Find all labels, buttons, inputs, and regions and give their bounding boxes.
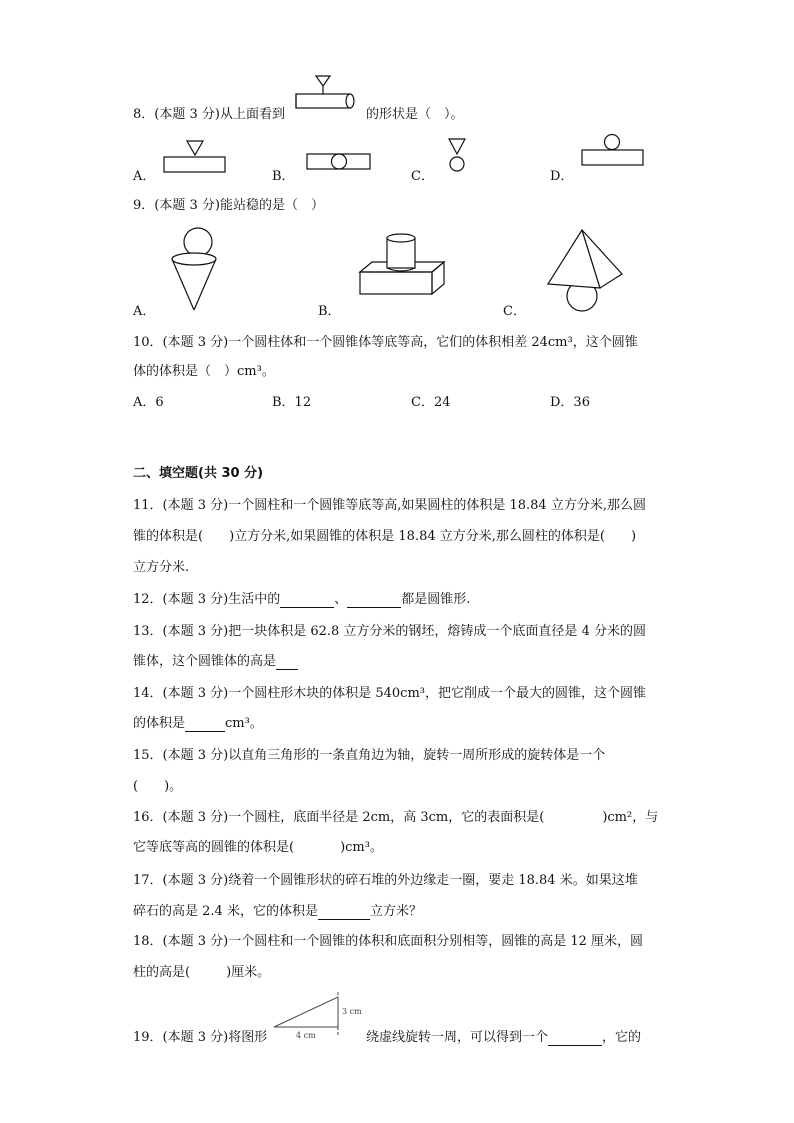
q8-stem: 8．(本题 3 分)从上面看到 <box>133 107 285 122</box>
q16-blank-1[interactable] <box>544 810 602 825</box>
q18-blank[interactable] <box>190 965 226 980</box>
cylinder-with-cone-figure <box>292 74 358 116</box>
q13-blank[interactable] <box>276 654 298 670</box>
q13-text: 锥体，这个圆锥体的高是 <box>133 654 277 669</box>
q19-text-c: ，它的 <box>602 1030 642 1045</box>
q16-text-b: )cm²，与 <box>602 810 659 825</box>
q10-option-c[interactable]: C．24 <box>411 395 451 410</box>
q19-rest <box>366 1026 641 1046</box>
q12-blank-2[interactable] <box>347 592 401 608</box>
q14-line-2 <box>133 712 263 732</box>
q8-option-c[interactable]: C． <box>411 169 434 184</box>
q10-option-a[interactable]: A．6 <box>133 395 164 410</box>
q16-text-d: )cm³。 <box>340 840 383 855</box>
q16-line-2 <box>133 836 383 855</box>
triangle-base-label: 4 cm <box>296 1031 316 1040</box>
q15-line-2: ( )。 <box>133 779 183 794</box>
q8-option-b[interactable]: B． <box>272 169 295 184</box>
q9-option-b[interactable]: B． <box>318 304 341 319</box>
q13-line-2 <box>133 650 298 670</box>
q8-option-a-figure <box>163 139 227 175</box>
q11-line-2: 锥的体积是( )立方分米,如果圆锥的体积是 18.84 立方分米,那么圆柱的体积是( ) <box>133 529 637 544</box>
q17-text-b: 立方米？ <box>369 904 422 919</box>
q9-stem: 9．(本题 3 分)能站稳的是（ ） <box>133 198 324 213</box>
q12-text-a: 12．(本题 3 分)生活中的 <box>133 592 281 607</box>
q13-line-1: 13．(本题 3 分)把一块体积是 62.8 立方分米的钢坯，熔铸成一个底面直径是 4 分米的圆 <box>133 624 646 639</box>
q8-stem-end: 的形状是（ ）。 <box>366 107 464 122</box>
q18-text-b: )厘米。 <box>226 965 271 980</box>
q19-text-a: 19．(本题 3 分)将图形 <box>133 1030 268 1045</box>
q12-text-c: 都是圆锥形. <box>401 592 471 607</box>
q16-text-c: 它等底等高的圆锥的体积是( <box>133 840 295 855</box>
q15-line-1: 15．(本题 3 分)以直角三角形的一条直角边为轴，旋转一周所形成的旋转体是一个 <box>133 748 606 763</box>
q17-line-1: 17．(本题 3 分)绕着一个圆锥形状的碎石堆的外边缘走一圈，要走 18.84 米。如果这堆 <box>133 873 638 888</box>
right-triangle-figure <box>272 992 362 1042</box>
q10-line-1: 10．(本题 3 分)一个圆柱体和一个圆锥体等底等高，它们的体积相差 24cm³，这个圆锥 <box>133 335 638 350</box>
q8-option-d-figure <box>580 133 646 169</box>
q16-line-1 <box>133 806 658 825</box>
q17-blank[interactable] <box>318 904 370 920</box>
q16-blank-2[interactable] <box>294 840 340 855</box>
q18-text-a: 柱的高是( <box>133 965 191 980</box>
q19-text-b: 绕虚线旋转一周，可以得到一个 <box>366 1030 549 1045</box>
q14-blank[interactable] <box>185 716 225 732</box>
q8-option-c-figure <box>446 137 468 175</box>
q14-line-1: 14．(本题 3 分)一个圆柱形木块的体积是 540cm³，把它削成一个最大的圆锥，这个圆锥 <box>133 686 646 701</box>
section-heading: 二、填空题(共 30 分) <box>133 466 264 481</box>
q17-line-2 <box>133 900 422 920</box>
q10-option-d[interactable]: D．36 <box>550 395 590 410</box>
q10-option-b[interactable]: B．12 <box>272 395 312 410</box>
q8-option-a[interactable]: A． <box>133 169 156 184</box>
q9-option-a[interactable]: A． <box>133 304 156 319</box>
q12-blank-1[interactable] <box>280 592 334 608</box>
q9-option-c[interactable]: C． <box>503 304 526 319</box>
triangle-height-label: 3 cm <box>342 1007 362 1016</box>
q14-text-b: cm³。 <box>225 716 263 731</box>
q12 <box>133 588 470 608</box>
q16-text-a: 16．(本题 3 分)一个圆柱，底面半径是 2cm，高 3cm，它的表面积是( <box>133 810 545 825</box>
q18-line-1: 18．(本题 3 分)一个圆柱和一个圆锥的体积和底面积分别相等，圆锥的高是 12 厘米，圆 <box>133 934 644 949</box>
q11-line-3: 立方分米. <box>133 560 190 575</box>
q9-option-b-figure <box>358 232 448 298</box>
q12-text-b: 、 <box>334 592 348 607</box>
q11-line-1: 11．(本题 3 分)一个圆柱和一个圆锥等底等高,如果圆柱的体积是 18.84 立方分米,那么圆 <box>133 498 646 513</box>
q9-option-a-figure <box>168 226 224 312</box>
q8-option-b-figure <box>306 150 372 174</box>
q18-line-2 <box>133 961 270 980</box>
q19-blank[interactable] <box>548 1030 602 1046</box>
q9-option-c-figure <box>544 228 626 314</box>
q14-text-a: 的体积是 <box>133 716 186 731</box>
q8-option-d[interactable]: D． <box>550 169 574 184</box>
q17-text-a: 碎石的高是 2.4 米，它的体积是 <box>133 904 318 919</box>
q10-line-2: 体的体积是（ ）cm³。 <box>133 364 275 379</box>
